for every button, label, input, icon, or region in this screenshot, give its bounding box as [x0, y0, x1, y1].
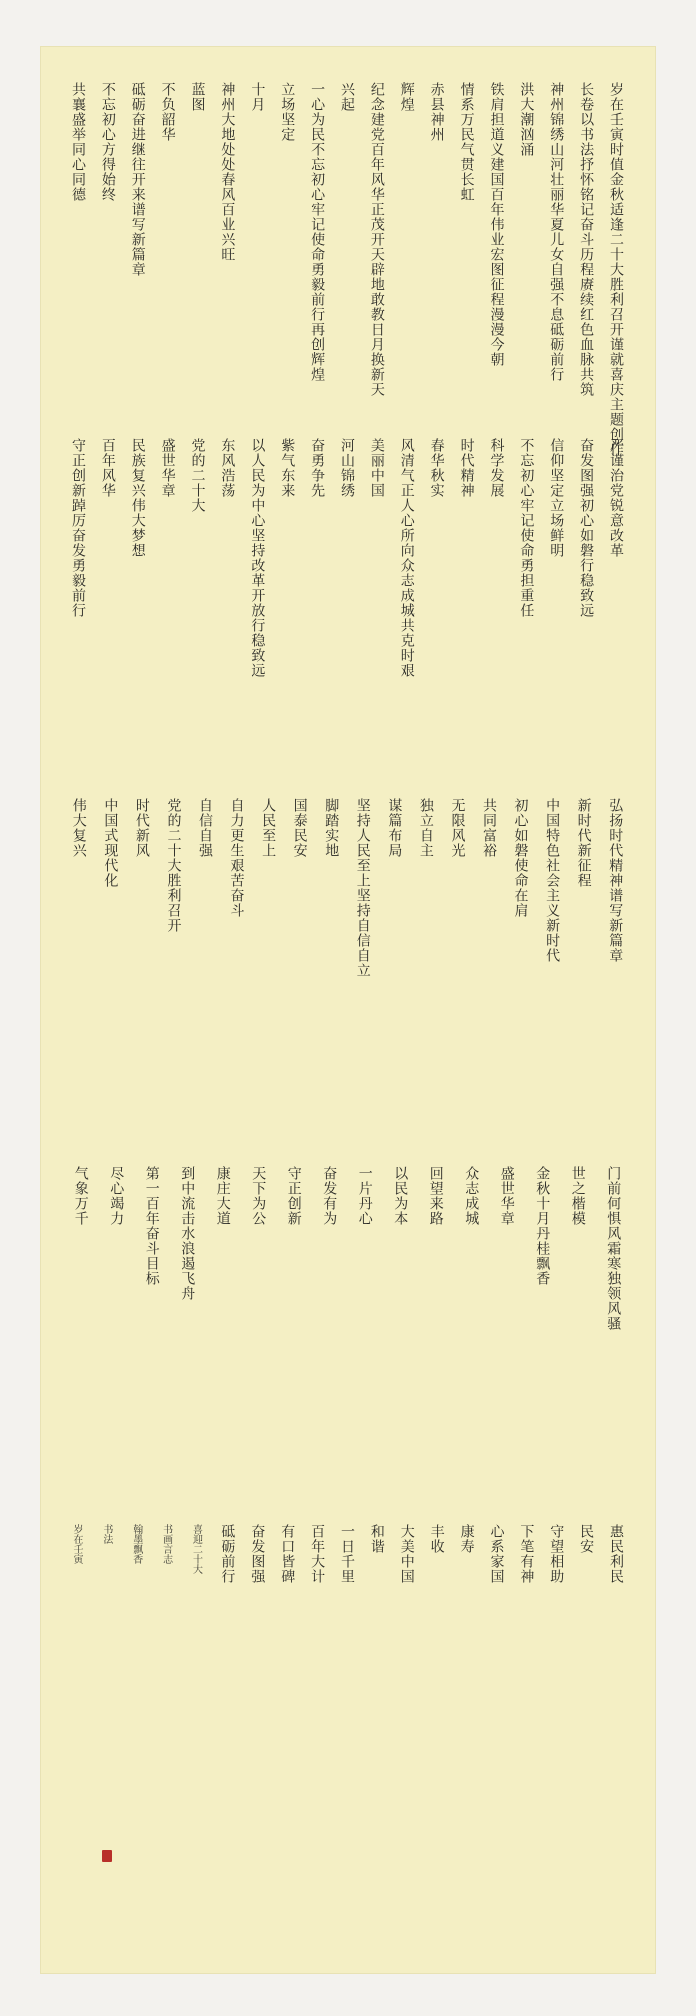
- text-column: 民族复兴伟大梦想: [129, 438, 146, 558]
- text-column: 党的二十大: [189, 438, 206, 513]
- text-section-2: [64, 438, 632, 766]
- text-column: 新时代新征程: [575, 798, 592, 888]
- text-column: 奋发有为: [321, 1166, 338, 1226]
- text-column: 岁在壬寅时值金秋适逢二十大胜利召开谨就喜庆主题创作: [608, 82, 625, 457]
- text-column: 科学发展: [488, 438, 505, 498]
- text-column: 春华秋实: [428, 438, 445, 498]
- text-column: 不负韶华: [159, 82, 176, 142]
- text-column: 弘扬时代精神谱写新篇章: [607, 798, 624, 963]
- text-column: 时代新风: [133, 798, 150, 858]
- text-column: 大美中国: [398, 1524, 415, 1584]
- text-column: 门前何惧风霜寒独领风骚: [605, 1166, 622, 1331]
- text-column: 国泰民安: [291, 798, 308, 858]
- text-column: 神州锦绣山河壮丽华夏儿女自强不息砥砺前行: [548, 82, 565, 382]
- text-column: 赤县神州: [428, 82, 445, 142]
- text-column: 书画言志: [160, 1524, 172, 1564]
- text-column: 奋发图强: [249, 1524, 266, 1584]
- text-column: 共襄盛举同心同德: [69, 82, 86, 202]
- text-column: 众志成城: [463, 1166, 480, 1226]
- text-column: 伟大复兴: [70, 798, 87, 858]
- text-column: 有口皆碑: [279, 1524, 296, 1584]
- text-column: 人民至上: [260, 798, 277, 858]
- red-seal-stamp: [102, 1850, 112, 1862]
- text-column: 谋篇布局: [386, 798, 403, 858]
- text-column: 纪念建党百年风华正茂开天辟地敢教日月换新天: [368, 82, 385, 397]
- calligraphy-scroll: [40, 46, 656, 1974]
- text-column: 洪大潮汹涌: [518, 82, 535, 157]
- text-column: 中国特色社会主义新时代: [544, 798, 561, 963]
- text-column: 铁肩担道义建国百年伟业宏图征程漫漫今朝: [488, 82, 505, 367]
- text-column: 无限风光: [449, 798, 466, 858]
- text-column: 脚踏实地: [323, 798, 340, 858]
- text-column: 盛世华章: [159, 438, 176, 498]
- text-column: 独立自主: [417, 798, 434, 858]
- text-column: 长卷以书法抒怀铭记奋斗历程赓续红色血脉共筑: [578, 82, 595, 397]
- text-column: 心系家国: [488, 1524, 505, 1584]
- text-column: 奋发图强初心如磐行稳致远: [578, 438, 595, 618]
- text-column: 党的二十大胜利召开: [165, 798, 182, 933]
- text-column: 盛世华章: [498, 1166, 515, 1226]
- text-column: 民安: [578, 1524, 595, 1554]
- text-column: 守正创新: [285, 1166, 302, 1226]
- text-column: 到中流击水浪遏飞舟: [179, 1166, 196, 1301]
- text-column: 下笔有神: [518, 1524, 535, 1584]
- text-section-3: [64, 798, 632, 1122]
- text-column: 不忘初心牢记使命勇担重任: [518, 438, 535, 618]
- text-column: 中国式现代化: [102, 798, 119, 888]
- text-column: 严谨治党锐意改革: [608, 438, 625, 558]
- text-column: 风清气正人心所向众志成城共克时艰: [398, 438, 415, 678]
- text-column: 信仰坚定立场鲜明: [548, 438, 565, 558]
- text-column: 百年风华: [99, 438, 116, 498]
- text-column: 立场坚定: [279, 82, 296, 142]
- text-column: 岁在壬寅: [70, 1524, 82, 1564]
- text-column: 初心如磐使命在肩: [512, 798, 529, 918]
- text-column: 自力更生艰苦奋斗: [228, 798, 245, 918]
- text-column: 共同富裕: [481, 798, 497, 858]
- text-column: 辉煌: [398, 82, 415, 112]
- text-column: 一片丹心: [356, 1166, 373, 1226]
- text-column: 以人民为中心坚持改革开放行稳致远: [249, 438, 266, 678]
- text-column: 美丽中国: [368, 438, 385, 498]
- text-column: 第一百年奋斗目标: [143, 1166, 160, 1286]
- text-section-1: [64, 82, 632, 457]
- text-column: 回望来路: [427, 1166, 444, 1226]
- text-column: 时代精神: [458, 438, 475, 498]
- text-column: 河山锦绣: [339, 438, 355, 498]
- text-column: 守望相助: [548, 1524, 565, 1584]
- text-column: 以民为本: [392, 1166, 409, 1226]
- text-column: 翰墨飘香: [130, 1524, 142, 1564]
- text-column: 砥砺奋进继往开来谱写新篇章: [129, 82, 146, 277]
- text-column: 不忘初心方得始终: [99, 82, 116, 202]
- text-column: 金秋十月丹桂飘香: [534, 1166, 551, 1286]
- text-column: 气象万千: [72, 1166, 89, 1226]
- text-column: 紫气东来: [279, 438, 296, 498]
- text-column: 兴起: [339, 82, 355, 112]
- text-column: 一心为民不忘初心牢记使命勇毅前行再创辉煌: [309, 82, 326, 382]
- text-column: 喜迎二十大: [190, 1524, 202, 1574]
- text-column: 自信自强: [197, 798, 213, 858]
- text-column: 天下为公: [250, 1166, 267, 1226]
- text-column: 世之楷模: [569, 1166, 586, 1226]
- text-column: 惠民利民: [608, 1524, 625, 1584]
- text-column: 百年大计: [309, 1524, 326, 1584]
- text-column: 奋勇争先: [309, 438, 326, 498]
- text-column: 守正创新踔厉奋发勇毅前行: [69, 438, 86, 618]
- text-section-4: [64, 1166, 632, 1480]
- text-column: 砥砺前行: [219, 1524, 236, 1584]
- text-column: 情系万民气贯长虹: [458, 82, 475, 202]
- text-column: 坚持人民至上坚持自信自立: [354, 798, 371, 978]
- text-section-5: [64, 1524, 632, 1860]
- text-column: 尽心竭力: [108, 1166, 125, 1226]
- text-column: 蓝图: [189, 82, 206, 112]
- text-column: 东风浩荡: [219, 438, 236, 498]
- text-column: 十月: [249, 82, 266, 112]
- text-column: 康寿: [458, 1524, 475, 1554]
- text-column: 书法: [100, 1524, 112, 1544]
- text-column: 丰收: [428, 1524, 445, 1554]
- text-column: 神州大地处处春风百业兴旺: [219, 82, 236, 262]
- text-column: 康庄大道: [214, 1166, 231, 1226]
- text-column: 和谐: [368, 1524, 385, 1554]
- text-column: 一日千里: [339, 1524, 355, 1584]
